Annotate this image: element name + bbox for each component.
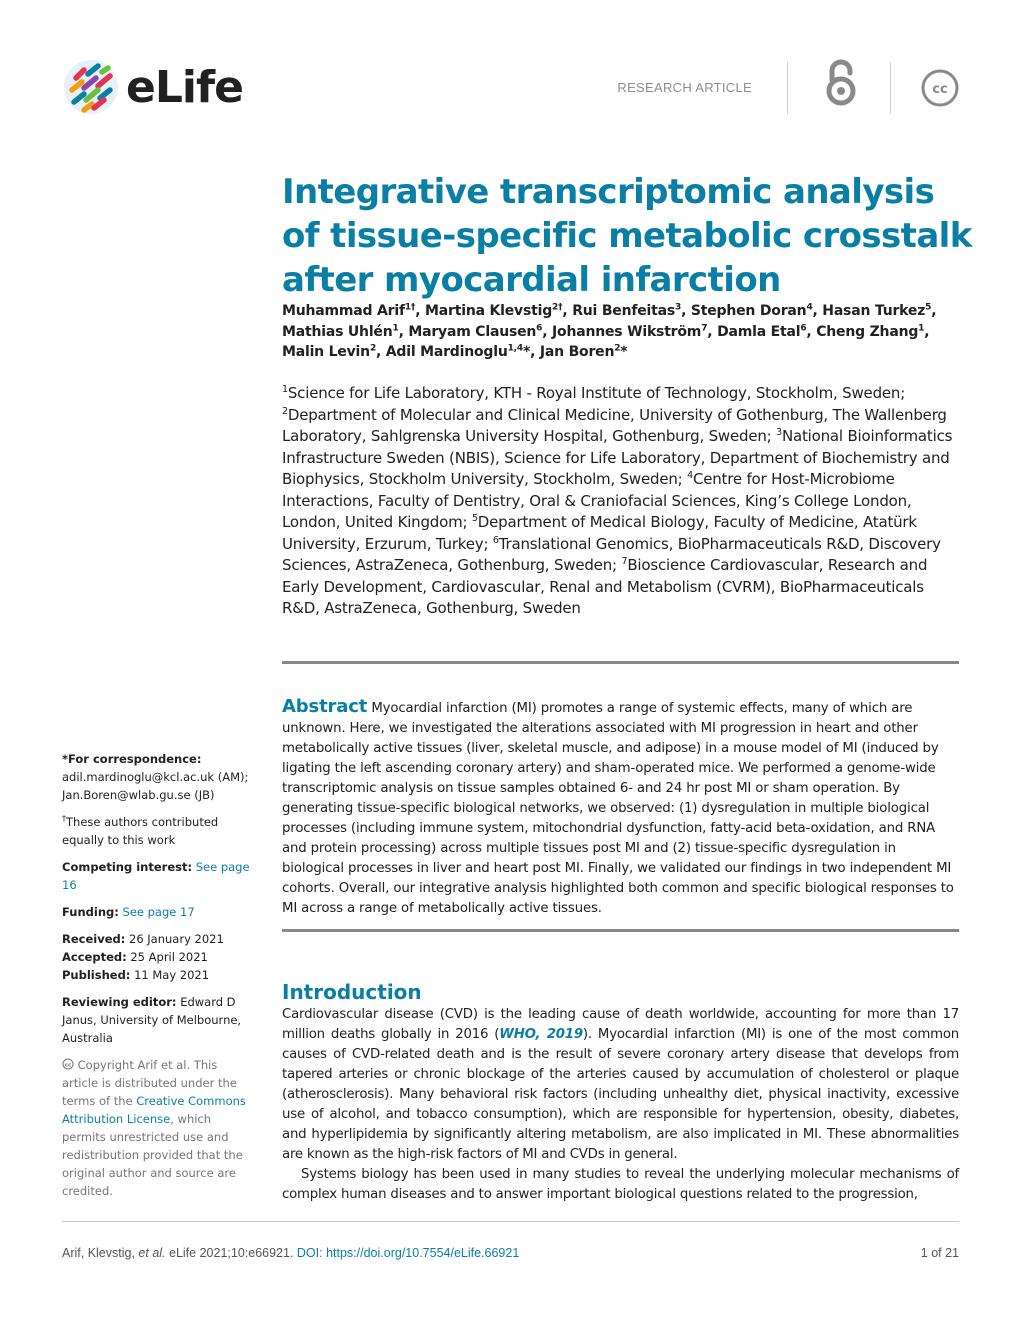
competing-interest-link[interactable]: See page 16 (62, 860, 250, 892)
affiliation-number: 7 (621, 556, 628, 567)
reviewing-editor-label: Reviewing editor: (62, 995, 177, 1009)
equal-contribution-text: These authors contributed equally to this work (62, 815, 219, 847)
author-affiliation-mark: 6 (800, 322, 807, 333)
published-label: Published: (62, 968, 131, 982)
introduction-heading: Introduction (282, 980, 422, 1004)
author-name: Malin Levin (282, 344, 370, 360)
open-access-icon (822, 58, 860, 108)
author-name: Johannes Wikström (552, 323, 702, 340)
affiliation-text: Science for Life Laboratory, KTH - Royal Institute of Technology, Stockholm, Sweden; (287, 384, 906, 402)
received-date: 26 January 2021 (129, 932, 224, 946)
doi-link[interactable]: https://doi.org/10.7554/eLife.66921 (322, 1246, 520, 1260)
affiliation-number: 5 (471, 513, 478, 524)
reviewing-editor-value: Edward D Janus, University of Melbourne, Australia (62, 995, 242, 1045)
author-separator: , (812, 303, 823, 319)
affiliation-text: Department of Medical Biology, Faculty of Medicine, Atatürk University, Erzurum, Turkey; (282, 513, 917, 553)
svg-text:cc: cc (64, 1062, 72, 1069)
intro-p1-start: Cardiovascular disease (CVD) is the leading cause of death worldwide, accounting for more than 17 million deaths globally in 2016 ( (282, 1007, 959, 1042)
abstract-heading: Abstract (282, 696, 368, 717)
affiliation-number: 6 (492, 534, 499, 546)
author-separator: , (681, 303, 691, 319)
affiliation-text: National Bioinformatics Infrastructure Sweden (NBIS), Science for Life Laboratory, Department of Biochemistry and Biophysics, Stockholm University, Stockholm, Sweden; (282, 427, 953, 488)
copyright-text-end: , which permits unrestricted use and redistribution provided that the original author and source are credited. (62, 1112, 243, 1198)
competing-interest-label: Competing interest: (62, 860, 193, 874)
competing-interest (62, 858, 257, 894)
footer-authors: Arif, Klevstig, (62, 1246, 139, 1260)
accepted-label: Accepted: (62, 950, 127, 964)
author-separator: , (542, 323, 553, 340)
footer-journal: eLife 2021;10:e66921. (165, 1246, 297, 1260)
reviewing-editor (62, 993, 257, 1047)
author-affiliation-mark: 2 (369, 343, 376, 354)
correspondence (62, 750, 257, 804)
intro-paragraph-1 (282, 1005, 959, 1165)
article-sidebar (62, 750, 257, 1209)
header-divider-2 (890, 62, 891, 114)
author-separator: , (924, 323, 930, 340)
doi-label: DOI: (296, 1246, 323, 1260)
author-separator: * (620, 344, 628, 360)
affiliation-number: 3 (776, 427, 782, 438)
introduction-body (282, 1005, 959, 1205)
article-title: Integrative transcriptomic analysis of tissue-specific metabolic crosstalk after myocardial infarction (282, 172, 972, 300)
copyright (62, 1056, 257, 1200)
dagger-mark: † (62, 814, 66, 824)
author-affiliation-mark: 2† (552, 302, 563, 313)
citation-link[interactable]: WHO, 2019 (499, 1027, 583, 1042)
section-rule-2 (282, 929, 959, 932)
correspondence-label: *For correspondence: (62, 752, 202, 766)
funding-link[interactable]: See page 17 (122, 905, 195, 919)
affiliation-number: 2 (282, 405, 288, 417)
author-name: Stephen Doran (690, 303, 807, 319)
author-separator: , (398, 323, 409, 340)
author-affiliation-mark: 2 (614, 343, 621, 354)
author-separator: , (707, 323, 718, 340)
author-affiliation-mark: 1 (918, 322, 925, 333)
cc-license-link[interactable]: Creative Commons Attribution License (62, 1094, 246, 1126)
abstract (282, 697, 960, 919)
author-affiliation-mark: 4 (806, 302, 813, 313)
creative-commons-icon (920, 68, 960, 108)
footer-etal: et al. (138, 1246, 166, 1260)
cc-small-icon (62, 1058, 74, 1070)
author-affiliation-mark: 3 (675, 302, 682, 313)
author-separator: , (376, 344, 386, 360)
affiliations (282, 383, 962, 620)
author-list (282, 301, 972, 363)
author-name: Jan Boren (539, 344, 615, 360)
elife-logo[interactable] (62, 58, 242, 118)
affiliation-number: 4 (687, 470, 693, 481)
author-name: Muhammad Arif (282, 303, 405, 319)
correspondence-emails[interactable]: adil.mardinoglu@kcl.ac.uk (AM); Jan.Boren@wlab.gu.se (JB) (62, 770, 249, 802)
author-separator: , (806, 323, 817, 340)
affiliation-text: Centre for Host-Microbiome Interactions, Faculty of Dentistry, Oral & Craniofacial Sciences, King’s College London, London, United Kingdom; (282, 470, 912, 531)
intro-paragraph-2: Systems biology has been used in many studies to reveal the underlying molecular mechanisms of complex human diseases and to answer important biological questions related to the progression, (282, 1167, 959, 1202)
author-separator: , (562, 303, 573, 319)
article-type-label: RESEARCH ARTICLE (617, 80, 752, 95)
author-name: Hasan Turkez (822, 303, 926, 319)
affiliation-text: Translational Genomics, BioPharmaceuticals R&D, Discovery Sciences, AstraZeneca, Gothenburg, Sweden; (282, 534, 941, 574)
elife-logo-icon (62, 58, 120, 116)
author-name: Maryam Clausen (408, 323, 537, 340)
author-affiliation-mark: 1,4 (507, 343, 523, 354)
section-rule (282, 661, 959, 664)
copyright-text: Copyright Arif et al. This article is distributed under the terms of the (62, 1058, 237, 1108)
funding (62, 903, 257, 921)
affiliation-text: Bioscience Cardiovascular, Research and Early Development, Cardiovascular, Renal and Metabolism (CVRM), BioPharmaceuticals R&D, AstraZeneca, Gothenburg, Sweden (282, 556, 928, 617)
published-date: 11 May 2021 (134, 968, 210, 982)
author-name: Damla Etal (717, 323, 801, 340)
affiliation-number: 1 (282, 384, 288, 395)
funding-label: Funding: (62, 905, 119, 919)
author-affiliation-mark: 1† (404, 302, 416, 313)
intro-p1-end: ). Myocardial infarction (MI) is one of the most common causes of CVD-related death and is the result of severe coronary artery disease that develops from tapered arteries or chronic blockage of the arteries caused by accumulation of cholesterol or plaque (atherosclerosis). Many behavioral risk factors (including unhealthy diet, physical inactivity, excessive use of alcohol, and tobacco consumption), which are responsible for hypertension, obesity, diabetes, and hyperlipidemia by significantly altering metabolism, are also implicated in MI. These abnormalities are known as the high-risk factors of MI and CVDs in general. (282, 1027, 959, 1162)
affiliation-text: Department of Molecular and Clinical Medicine, University of Gothenburg, The Wallenberg Laboratory, Sahlgrenska University Hospital, Gothenburg, Sweden; (282, 405, 947, 445)
dates (62, 930, 257, 984)
author-name: Rui Benfeitas (572, 303, 676, 319)
author-affiliation-mark: 5 (925, 302, 932, 313)
footer-rule (62, 1221, 959, 1222)
page-number: 1 of 21 (920, 1246, 959, 1260)
author-affiliation-mark: 6 (536, 322, 543, 333)
author-affiliation-mark: 7 (701, 322, 708, 333)
equal-contribution-note (62, 813, 257, 849)
author-separator: , (931, 303, 937, 319)
author-name: Mathias Uhlén (282, 323, 393, 340)
author-name: Adil Mardinoglu (385, 344, 508, 360)
received-label: Received: (62, 932, 126, 946)
author-separator: *, (522, 344, 540, 360)
author-name: Cheng Zhang (816, 323, 919, 340)
svg-text:cc: cc (932, 82, 948, 97)
elife-wordmark: eLife (126, 62, 243, 113)
accepted-date: 25 April 2021 (130, 950, 208, 964)
footer-citation (62, 1246, 519, 1260)
abstract-text: Myocardial infarction (MI) promotes a range of systemic effects, many of which are unknown. Here, we investigated the alterations associated with MI progression in heart and other metabolically active tissues (liver, skeletal muscle, and adipose) in a mouse model of MI (induced by ligating the left ascending coronary artery) and sham-operated mice. We performed a genome-wide transcriptomic analysis on tissue samples obtained 6- and 24 hr post MI or sham operation. By generating tissue-specific biological networks, we observed: (1) dysregulation in multiple biological processes (including immune system, mitochondrial dysfunction, fatty-acid beta-oxidation, and RNA and protein processing) across multiple tissues post MI and (2) tissue-specific dysregulation in biological processes in liver and heart post MI. Finally, we validated our findings in two independent MI cohorts. Overall, our integrative analysis highlighted both common and specific biological responses to MI across a range of metabolically active tissues. (282, 701, 954, 916)
author-separator: , (415, 303, 426, 319)
author-affiliation-mark: 1 (392, 322, 399, 333)
header-divider (787, 62, 788, 114)
author-name: Martina Klevstig (425, 303, 553, 319)
